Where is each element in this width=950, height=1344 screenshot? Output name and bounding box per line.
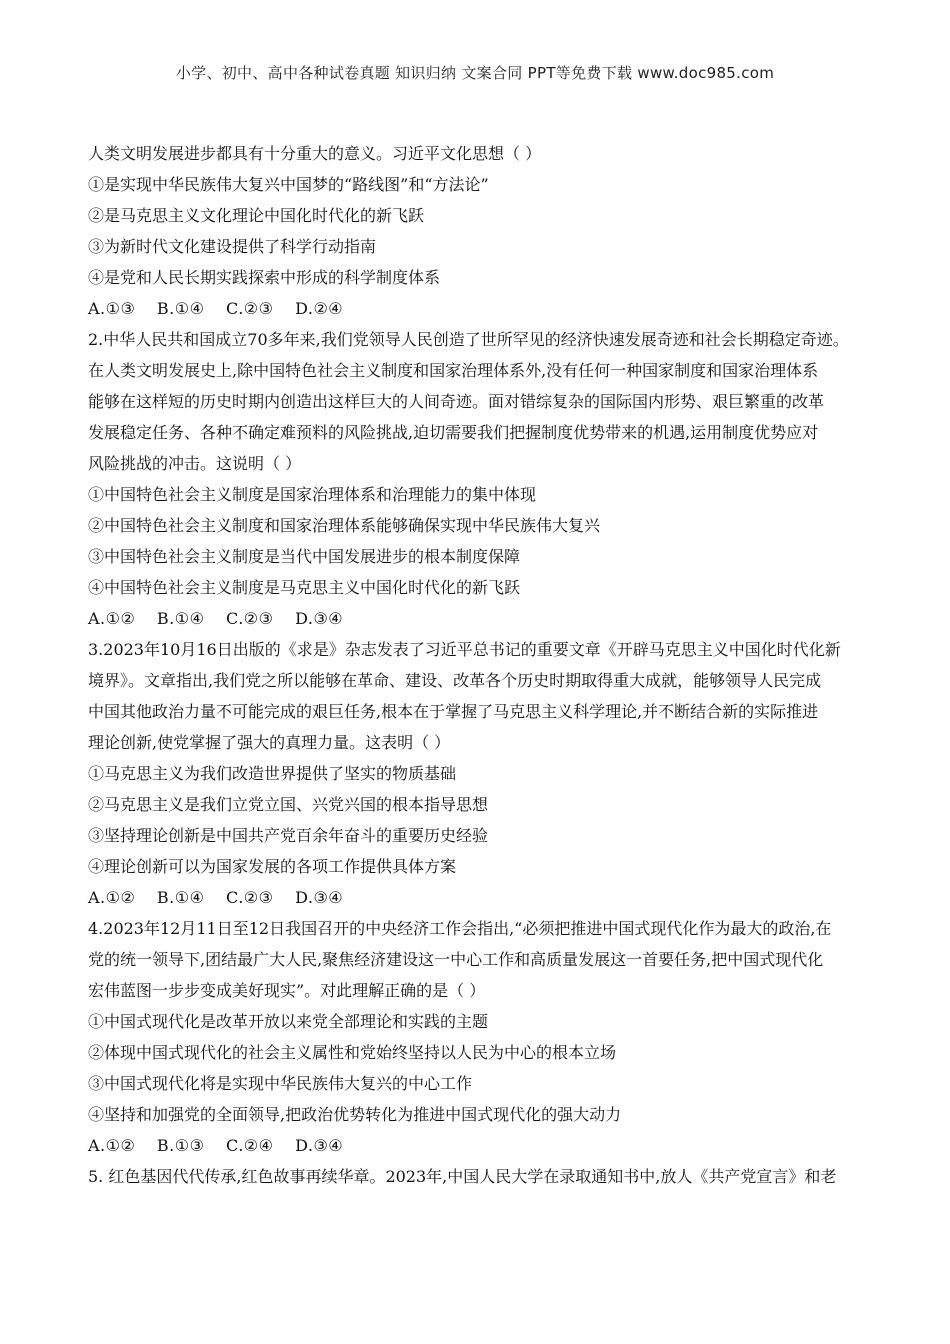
option-c: C.②③ xyxy=(226,299,274,318)
option-a: A.①② xyxy=(88,888,136,907)
option-c: C.②③ xyxy=(226,888,274,907)
option-b: B.①④ xyxy=(156,299,205,318)
statement-2: ②马克思主义是我们立党立国、兴党兴国的根本指导思想 xyxy=(88,795,489,814)
question-stem-line: 境界》。文章指出,我们党之所以能够在革命、建设、改革各个历史时期取得重大成就，能够领导人民完成 xyxy=(88,671,822,690)
option-c: C.②④ xyxy=(226,1136,274,1155)
question-stem-line: 2.中华人民共和国成立70多年来,我们党领导人民创造了世所罕见的经济快速发展奇迹和社会长期稳定奇迹。 xyxy=(88,330,849,349)
question-1 xyxy=(88,138,888,324)
statement-4: ④是党和人民长期实践探索中形成的科学制度体系 xyxy=(88,268,441,287)
question-stem-line: 中国其他政治力量不可能完成的艰巨任务,根本在于掌握了马克思主义科学理论,并不断结合新的实际推进 xyxy=(88,702,819,721)
question-stem-line: 理论创新,使党掌握了强大的真理力量。这表明（ ） xyxy=(88,733,451,752)
option-a: A.①② xyxy=(88,1136,136,1155)
question-2 xyxy=(88,324,888,634)
question-4 xyxy=(88,913,888,1161)
option-c: C.②③ xyxy=(226,609,274,628)
answer-options xyxy=(88,882,888,913)
answer-options xyxy=(88,1130,888,1161)
answer-options xyxy=(88,603,888,634)
option-a: A.①② xyxy=(88,609,136,628)
option-d: D.③④ xyxy=(295,888,344,907)
question-stem-line: 人类文明发展进步都具有十分重大的意义。习近平文化思想（ ） xyxy=(88,144,542,163)
option-d: D.③④ xyxy=(295,1136,344,1155)
statement-2: ②体现中国式现代化的社会主义属性和党始终坚持以人民为中心的根本立场 xyxy=(88,1043,617,1062)
question-5 xyxy=(88,1161,888,1192)
question-stem-line: 3.2023年10月16日出版的《求是》杂志发表了习近平总书记的重要文章《开辟马克思主义中国化时代化新 xyxy=(88,640,841,659)
statement-3: ③为新时代文化建设提供了科学行动指南 xyxy=(88,237,377,256)
question-stem-line: 党的统一领导下,团结最广大人民,聚焦经济建设这一中心工作和高质量发展这一首要任务,把中国式现代化 xyxy=(88,950,824,969)
statement-3: ③中国式现代化将是实现中华民族伟大复兴的中心工作 xyxy=(88,1074,473,1093)
question-stem-line: 在人类文明发展史上,除中国特色社会主义制度和国家治理体系外,没有任何一种国家制度和国家治理体系 xyxy=(88,361,819,380)
option-b: B.①③ xyxy=(156,1136,205,1155)
option-b: B.①④ xyxy=(156,888,205,907)
answer-options xyxy=(88,293,888,324)
option-d: D.②④ xyxy=(295,299,344,318)
statement-2: ②是马克思主义文化理论中国化时代化的新飞跃 xyxy=(88,206,425,225)
statement-3: ③中国特色社会主义制度是当代中国发展进步的根本制度保障 xyxy=(88,547,521,566)
header-site-text: 小学、初中、高中各种试卷真题 知识归纳 文案合同 PPT等免费下载 www.doc985.com xyxy=(175,64,775,82)
question-stem-line: 风险挑战的冲击。这说明（ ） xyxy=(88,454,302,473)
statement-1: ①是实现中华民族伟大复兴中国梦的“路线图”和“方法论” xyxy=(88,175,489,194)
question-stem-line: 能够在这样短的历史时期内创造出这样巨大的人间奇迹。面对错综复杂的国际国内形势、艰巨繁重的改革 xyxy=(88,392,825,411)
statement-1: ①中国式现代化是改革开放以来党全部理论和实践的主题 xyxy=(88,1012,489,1031)
option-a: A.①③ xyxy=(88,299,136,318)
statement-2: ②中国特色社会主义制度和国家治理体系能够确保实现中华民族伟大复兴 xyxy=(88,516,601,535)
statement-4: ④坚持和加强党的全面领导,把政治优势转化为推进中国式现代化的强大动力 xyxy=(88,1105,622,1124)
exam-content xyxy=(88,138,888,1192)
statement-3: ③坚持理论创新是中国共产党百余年奋斗的重要历史经验 xyxy=(88,826,489,845)
page-header xyxy=(0,62,950,83)
option-d: D.③④ xyxy=(295,609,344,628)
option-b: B.①④ xyxy=(156,609,205,628)
statement-1: ①中国特色社会主义制度是国家治理体系和治理能力的集中体现 xyxy=(88,485,537,504)
statement-1: ①马克思主义为我们改造世界提供了坚实的物质基础 xyxy=(88,764,457,783)
statement-4: ④理论创新可以为国家发展的各项工作提供具体方案 xyxy=(88,857,457,876)
question-stem-line: 发展稳定任务、各种不确定难预料的风险挑战,迫切需要我们把握制度优势带来的机遇,运用制度优势应对 xyxy=(88,423,819,442)
question-stem-line: 4.2023年12月11日至12日我国召开的中央经济工作会指出,“必须把推进中国式现代化作为最大的政治,在 xyxy=(88,919,832,938)
statement-4: ④中国特色社会主义制度是马克思主义中国化时代化的新飞跃 xyxy=(88,578,521,597)
question-3 xyxy=(88,634,888,913)
question-stem-line: 5. 红色基因代代传承,红色故事再续华章。2023年,中国人民大学在录取通知书中,放人《共产党宣言》和老 xyxy=(88,1167,837,1186)
question-stem-line: 宏伟蓝图一步步变成美好现实”。对此理解正确的是（ ） xyxy=(88,981,486,1000)
